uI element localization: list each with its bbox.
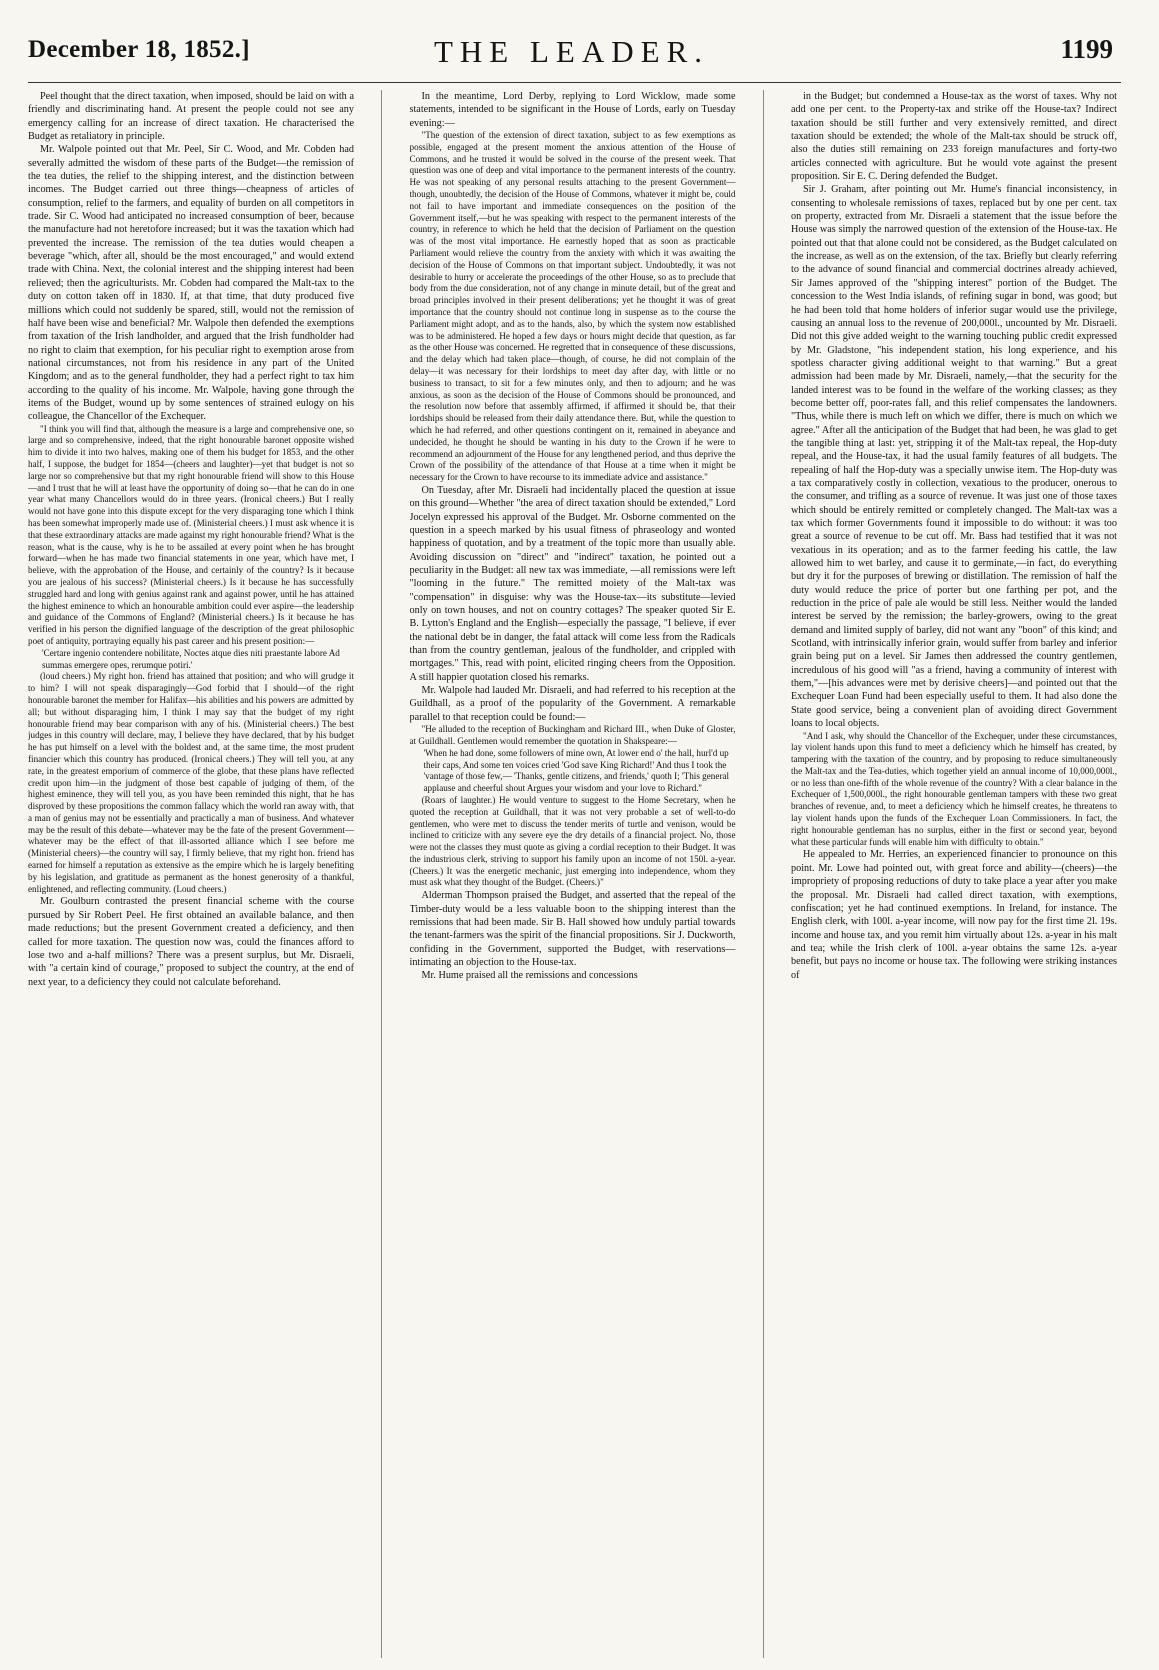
column-1 bbox=[28, 90, 354, 1658]
newspaper-title: THE LEADER. bbox=[433, 34, 710, 69]
column-2 bbox=[410, 90, 736, 1658]
paragraph: Mr. Walpole pointed out that Mr. Peel, Sir C. Wood, and Mr. Cobden had severally admitted the wisdom of these parts of the Budget—the remission of the tea duties, the relief to the shipping interest, and the distinction between incomes. The Budget carried out three things—cheapness of articles of consumption, relief to the farmers, and equality of burden on all competitors in trade. Sir C. Wood had anticipated no increased consumption of beer, because the manufacture had not heretofore increased; but it was the taxation which had prevented the increase. The remission of the tea duties would cheapen a beverage "which, after all, should be the most encouraged," and would extend trade with China. Next, the colonial interest and the shipping interest had been relieved; then the agriculturists. Mr. Cobden had compared the Malt-tax to the duty on cotton taken off in 1830. If, at that time, that duty produced five millions which could not suddenly be spared, still, would not the remission of half have been wise and beneficial? Mr. Walpole then defended the exemptions from taxation of the Irish landholder, and argued that the Irish fundholder had no right to claim that exemption, for his peculiar right to exemption arose from national circumstances, not from his residence in any part of the United Kingdom; and as to the general fundholder, they had a perfect right to tax him according to the quality of his income. Mr. Walpole, having gone through the items of the Budget, wound up by some sentences of strained eulogy on his colleague, the Chancellor of the Exchequer. bbox=[28, 144, 354, 423]
paragraph: He appealed to Mr. Herries, an experienced financier to pronounce on this point. Mr. Lowe had pointed out, with great force and ability—(cheers)—the impropriety of proposing reductions of duty to take place a year after you make the proposal. Mr. Disraeli had called direct taxation, with exemptions, confiscation; yet he had continued exemptions. In Ireland, for instance. The English clerk, with 100l. a-year income, will now pay for the first time 2l. 19s. income and house tax, and you remit him virtually about 12s. a-year in his malt and tea; while the Irish clerk of 100l. a-year obtains the same 12s. a-year benefit, but pays no income or house tax. The following were striking instances of bbox=[791, 849, 1117, 981]
shakespeare-verse: 'When he had done, some followers of mine own, At lower end o' the hall, hurl'd up their caps, And some ten voices cried 'God save King Richard!' And thus I took the 'vantage of those few,— 'Thanks, gentle citizens, and friends,' quoth I; 'This general applause and cheerful shout Argues your wisdom and your love to Richard.'' bbox=[423, 747, 729, 794]
article-columns bbox=[28, 90, 1117, 1658]
paragraph: Alderman Thompson praised the Budget, and asserted that the repeal of the Timber-duty would be a less valuable boon to the shipping interest than the remissions that had been made. Sir B. Hall showed how unduly partial towards the tenant-farmers was the spirit of the financial propositions. Sir J. Duckworth, confiding in the Government, supported the Budget, with reservations—intimating an objection to the House-tax. bbox=[409, 890, 736, 968]
column-divider bbox=[381, 90, 382, 1658]
paragraph: Sir J. Graham, after pointing out Mr. Hume's financial inconsistency, in consenting to wholesale remissions of taxes, replaced but by one per cent. tax on property, extracted from Mr. Disraeli a statement that the issue before the House was simply the narrowed question of the extension of the House-tax. He pointed out that that alone could not be considered, as the Budget calculated on the increase, as well as on the extension, of the tax. Briefly but clearly referring to the advance of sound financial and commercial doctrines already achieved, Sir James approved of the "shipping interest" portion of the Budget. The concession to the West India islands, of refining sugar in bond, was good; but he had been told that home holders of inferior sugar would use the privilege, causing an annual loss to the revenue of 200,000l., uncounted by Mr. Disraeli. Did not this give added weight to the warning touching public credit expressed by Mr. Gladstone, "his independent station, his long experience, and his spotless character giving additional weight to that warning." But a great admission had been made by Mr. Disraeli, namely,—that the security for the landed interest was to be found in the welfare of the working classes; as they become better off, poor-rates fall, and this relief compensates the landowners. "Thus, while there is much left on which we differ, there is much on which we agree." After all the anticipation of the Budget that had been, he was glad to get the tangible thing at last: yet, stripping it of the Malt-tax repeal, the Hop-duty repeal, and the House-tax, it had the usual family features of all budgets. The repealing of half the Hop-duty was a specially unwise item. The Hop-duty was a tax comparatively costly in collection, vexatious to the producer, onerous to the consumer, and trifling as a source of revenue. It was just one of those taxes which should be entirely remitted or completely changed. The Malt-tax was a tax which former Governments found it impossible to do without: it was too great a source of revenue to be cut off. Mr. Bass had testified that it was not vexatious in its operation; and as to the farmer feeding his cattle, the law allowed him to wet barley, and cause it to germinate,—in fact, do everything but dry it for the purposes of brewing or distillation. The remission of half the duty would reduce the price of porter but one farthing per pot, and the reduction in the price of pale ale would be still less. Neither would the landed interest be served by the remission; the barley-growers, owing to the great demand and limited supply of barley, did not want any "boon" of this kind; and Scotland, with intrinsically inferior grain, would suffer from barley and inferior grain being put on a level. Sir James then addressed the country gentlemen, incredulous of his good will "as a friend, having a community of interest with them,"—[his advances were met by derisive cheers]—and pointed out that the Exchequer Loan Fund had been especially useful to them. It had also done the State good service, being a convenient plan of avoiding direct Government loans to local objects. bbox=[791, 184, 1117, 730]
quoted-speech: "The question of the extension of direct taxation, subject to as few exemptions as possible, engaged at the present moment the anxious attention of the House of Commons, and he trusted it would be solved in the course of the present week. That question was one of deep and vital importance to the permanent interests of the country. He was not speaking of any personal results attaching to the present Government—though, unoubtedly, the decision of the House of Commons, whatever it might be, could not fail to have important and immediate consequences on the position of the Government itself,—but he was speaking with respect to the permanent interests of the country, in reference to which he held that the decision of Parliament on the question was of the most vital importance. He earnestly hoped that as soon as practicable Parliament would relieve the country from the anxiety with which it was awaiting the decision of the House of Commons on that important subject. Undoubtedly, it was not desirable to hurry or accelerate the proceedings of the other House, so as to preclude that body from the due consideration, not of any change in minute detail, but of the great and broad principles involved in their present deliberations; yet he thought it was of great importance that the country should not continue long in suspense as to the course the Parliament might adopt, and as to the hands, also, by which the system now established was to be administered. He hoped a few days or hours might decide that question, as far as the other House was concerned. He regretted that in consequence of these discussions, and the delay which had taken place—though, of course, he did not complain of the delay—it was necessary for their lordships to meet day after day, with little or no business to transact, to sit for a few minutes only, and then to adjourn; and he was anxious, as soon as the decision of the House of Commons should be pronounced, and the resolution now before that assembly affirmed, if affirmed it should be, that their lordships should be released from their daily attendance there. But, while the question to which he had referred, and other questions contingent on it, remained in abeyance and undecided, he thought he should be wanting in his duty to the Crown if he were to recommend an adjournment of the House for any lengthened period, and thus deprive the Crown of the possibility of the attendance of that House at a time when it might be necessary for the Crown to have recourse to its immediate advice and assistance." bbox=[409, 130, 736, 483]
paragraph: Mr. Hume praised all the remissions and concessions bbox=[421, 970, 638, 982]
paragraph: In the meantime, Lord Derby, replying to Lord Wicklow, made some statements, intended to be significant in the House of Lords, early on Tuesday evening:— bbox=[409, 91, 736, 129]
paragraph: Peel thought that the direct taxation, when imposed, should be laid on with a friendly and discriminating hand. At present the people could not see any emergency calling for an increase of direct taxation. He characterised the Budget as retaliatory in principle. bbox=[28, 91, 354, 143]
column-divider bbox=[763, 90, 764, 1658]
header-rule bbox=[28, 82, 1121, 83]
quoted-speech: (Roars of laughter.) He would venture to suggest to the Home Secretary, when he quoted the reception at Guildhall, that it was not very probable a set of well-to-do gentlemen, who were met to discuss the tender merits of turtle and venison, would be inclined to criticize with any severe eye the dry details of a financial project. No, those were not the classes they must quote as giving a cordial reception to their Budget. It was the industrious clerk, striving to support his family upon an income of not 150l. a-year. (Cheers.) It was the energetic mechanic, just emerging into independence, whom they must ask what they thought of the Budget. (Cheers.)" bbox=[409, 794, 736, 888]
page-number: 1199 bbox=[1060, 34, 1113, 64]
paragraph: Mr. Walpole had lauded Mr. Disraeli, and had referred to his reception at the Guildhall, as a proof of the popularity of the Government. A remarkable parallel to that reception could be found:— bbox=[409, 685, 736, 723]
issue-date: December 18, 1852.] bbox=[28, 36, 250, 63]
paragraph: On Tuesday, after Mr. Disraeli had incidentally placed the question at issue on this ground—Whether "the area of direct taxation should be extended," Lord Jocelyn expressed his approval of the Budget. Mr. Osborne commented on the question in a speech marked by his usual fitness of phraseology and wonted happiness of quotation, and by a treatment of the topic more than usually able. Avoiding discussion on "direct" and "indirect" taxation, he pointed out a peculiarity in the Budget: all new tax was immediate, —all remissions were left "looming in the future." The remitted moiety of the Malt-tax was "compensation" in disguise: why was the House-tax—its substitute—levied only on town houses, and not on country cottages? The speaker quoted Sir E. B. Lytton's England and the English—especially the passage, "I believe, if ever the national debt be in danger, the fatal attack will come less from the Radicals than from the country gentleman, jealous of the fundholder, and crippled with mortgages." This, read with point, elicited ringing cheers from the Opposition. A still happier quotation closed his remarks. bbox=[409, 484, 736, 683]
paragraph: in the Budget; but condemned a House-tax as the worst of taxes. Why not add one per cent. to the Property-tax and strike off the House-tax? Indirect taxation should be still further and very extensively remitted, and direct taxation should be extended; the whole of the Malt-tax should be struck off, also the duties still remaining on 233 foreign manufactures and forty-two articles connected with agriculture. But he would vote against the present proposition. Sir E. C. Dering defended the Budget. bbox=[791, 91, 1117, 183]
quoted-speech: "He alluded to the reception of Buckingham and Richard III., when Duke of Gloster, at Guildhall. Gentlemen would remember the quotation in Shakspeare:— bbox=[409, 724, 736, 746]
column-3 bbox=[791, 90, 1117, 1658]
masthead bbox=[22, 30, 1121, 80]
quoted-speech: "And I ask, why should the Chancellor of the Exchequer, under these circumstances, lay violent hands upon this fund to meet a deficiency which he himself has created, by tampering with the taxation of the country, and by proposing to reduce simultaneously the Malt-tax and the Tea-duties, which together yield an annual income of 10,000,000l., or no less than one-fifth of the whole revenue of the country? With a clear balance in the Exchequer of 1,500,000l., the right honourable gentleman tampers with these two great branches of revenue, and, to meet a deficiency which he himself creates, he threatens to lay violent hands upon the funds of the Exchequer Loan Commissioners. In fact, the right honourable gentleman has no surplus, either in the first or second year, beyond what these particular funds will enable him with difficulty to obtain." bbox=[791, 730, 1117, 847]
latin-verse: 'Certare ingenio contendere nobilitate, Noctes atque dies niti praestante labore Ad summas emergere opes, rerumque potiri.' bbox=[42, 647, 340, 670]
paragraph: Mr. Goulburn contrasted the present financial scheme with the course pursued by Sir Robert Peel. He first obtained an available balance, and then made reductions; but the present Government created a deficiency, and then called for more taxation. The question now was, could the finances afford to lose two and a-half millions? There was a present surplus, but Mr. Disraeli, with "a certain kind of courage," proposed to subject the country, at the end of next year, to a deficiency they could not calculate beforehand. bbox=[28, 896, 354, 988]
quoted-speech: "I think you will find that, although the measure is a large and comprehensive one, so large and so comprehensive, indeed, that the right honourable baronet opposite wished him to divide it into two halves, making one of them his budget for 1853, and the other half, I suppose, the budget for 1854—(cheers and laughter)—yet that budget is not so large nor so comprehensive but that my right honourable friend will show to this House—and I trust that he will at least have the opportunity of doing so—that he can do in one year what many Chancellors would do in three years. (Ironical cheers.) But I really would not have gone into this dispute except for the very disparaging tone which I think has been somewhat improperly made use of. (Ministerial cheers.) I must ask whence it is that these extraordinary attacks are made against my right honourable friend? What is the reason, what is the cause, why is he to be assailed at every point when he has brought forward—when he has made two financial statements in one year, which have met, I believe, with the approbation of the House, and certainly of the country? Is it because you are jealous of his success? (Ministerial cheers.) Is it because he has successfully struggled hard and long with genius against rank and against power, until he has attained the highest eminence to which an honourable ambition could ever aspire—the leadership and guidance of the Commons of England? (Ministerial cheers.) Is it because he has verified in his person the dignified language of the description of the great philosophic poet of antiquity, portraying equally his past career and his present position:— bbox=[28, 423, 354, 646]
quoted-speech: (loud cheers.) My right hon. friend has attained that position; and who will grudge it to him? I will not speak disparagingly—God forbid that I should—of the right honourable baronet the member for Halifax—his abilities and his powers are admitted by all; but without disparaging him, I think I may say that the budget of my right honourable friend may bear comparison with any of his. (Ministerial cheers.) The best judges in this country will declare, may, I believe they have declared, that by his budget he has put himself on a level with the boldest and, at the same time, the most prudent financier which this country has produced. (Ironical cheers.) They will tell you, at any rate, in the greatest emporium of commerce of the globe, that these plans have reflected credit upon him—in the judgment of those best capable of judging of them, of the highest eminence, they will tell you, as you have been reminded this night, that he has disproved by these propositions the common fallacy which the world ran away with, that a man of genius may not be essentially and practically a man of business. And whatever may be the result of this debate—whatever may be the fate of the present Government—whatever may be the effect of that ill-assorted alliance which I see before me (Ministerial cheers)—the country will say, I firmly believe, that my right hon. friend has earned for himself a reputation as extensive as the empire which he is largely benefiting by his legislation, and gratitude as permanent as the honest generosity of a thankful, enlightened, and reflecting community. (Loud cheers.) bbox=[28, 671, 354, 894]
